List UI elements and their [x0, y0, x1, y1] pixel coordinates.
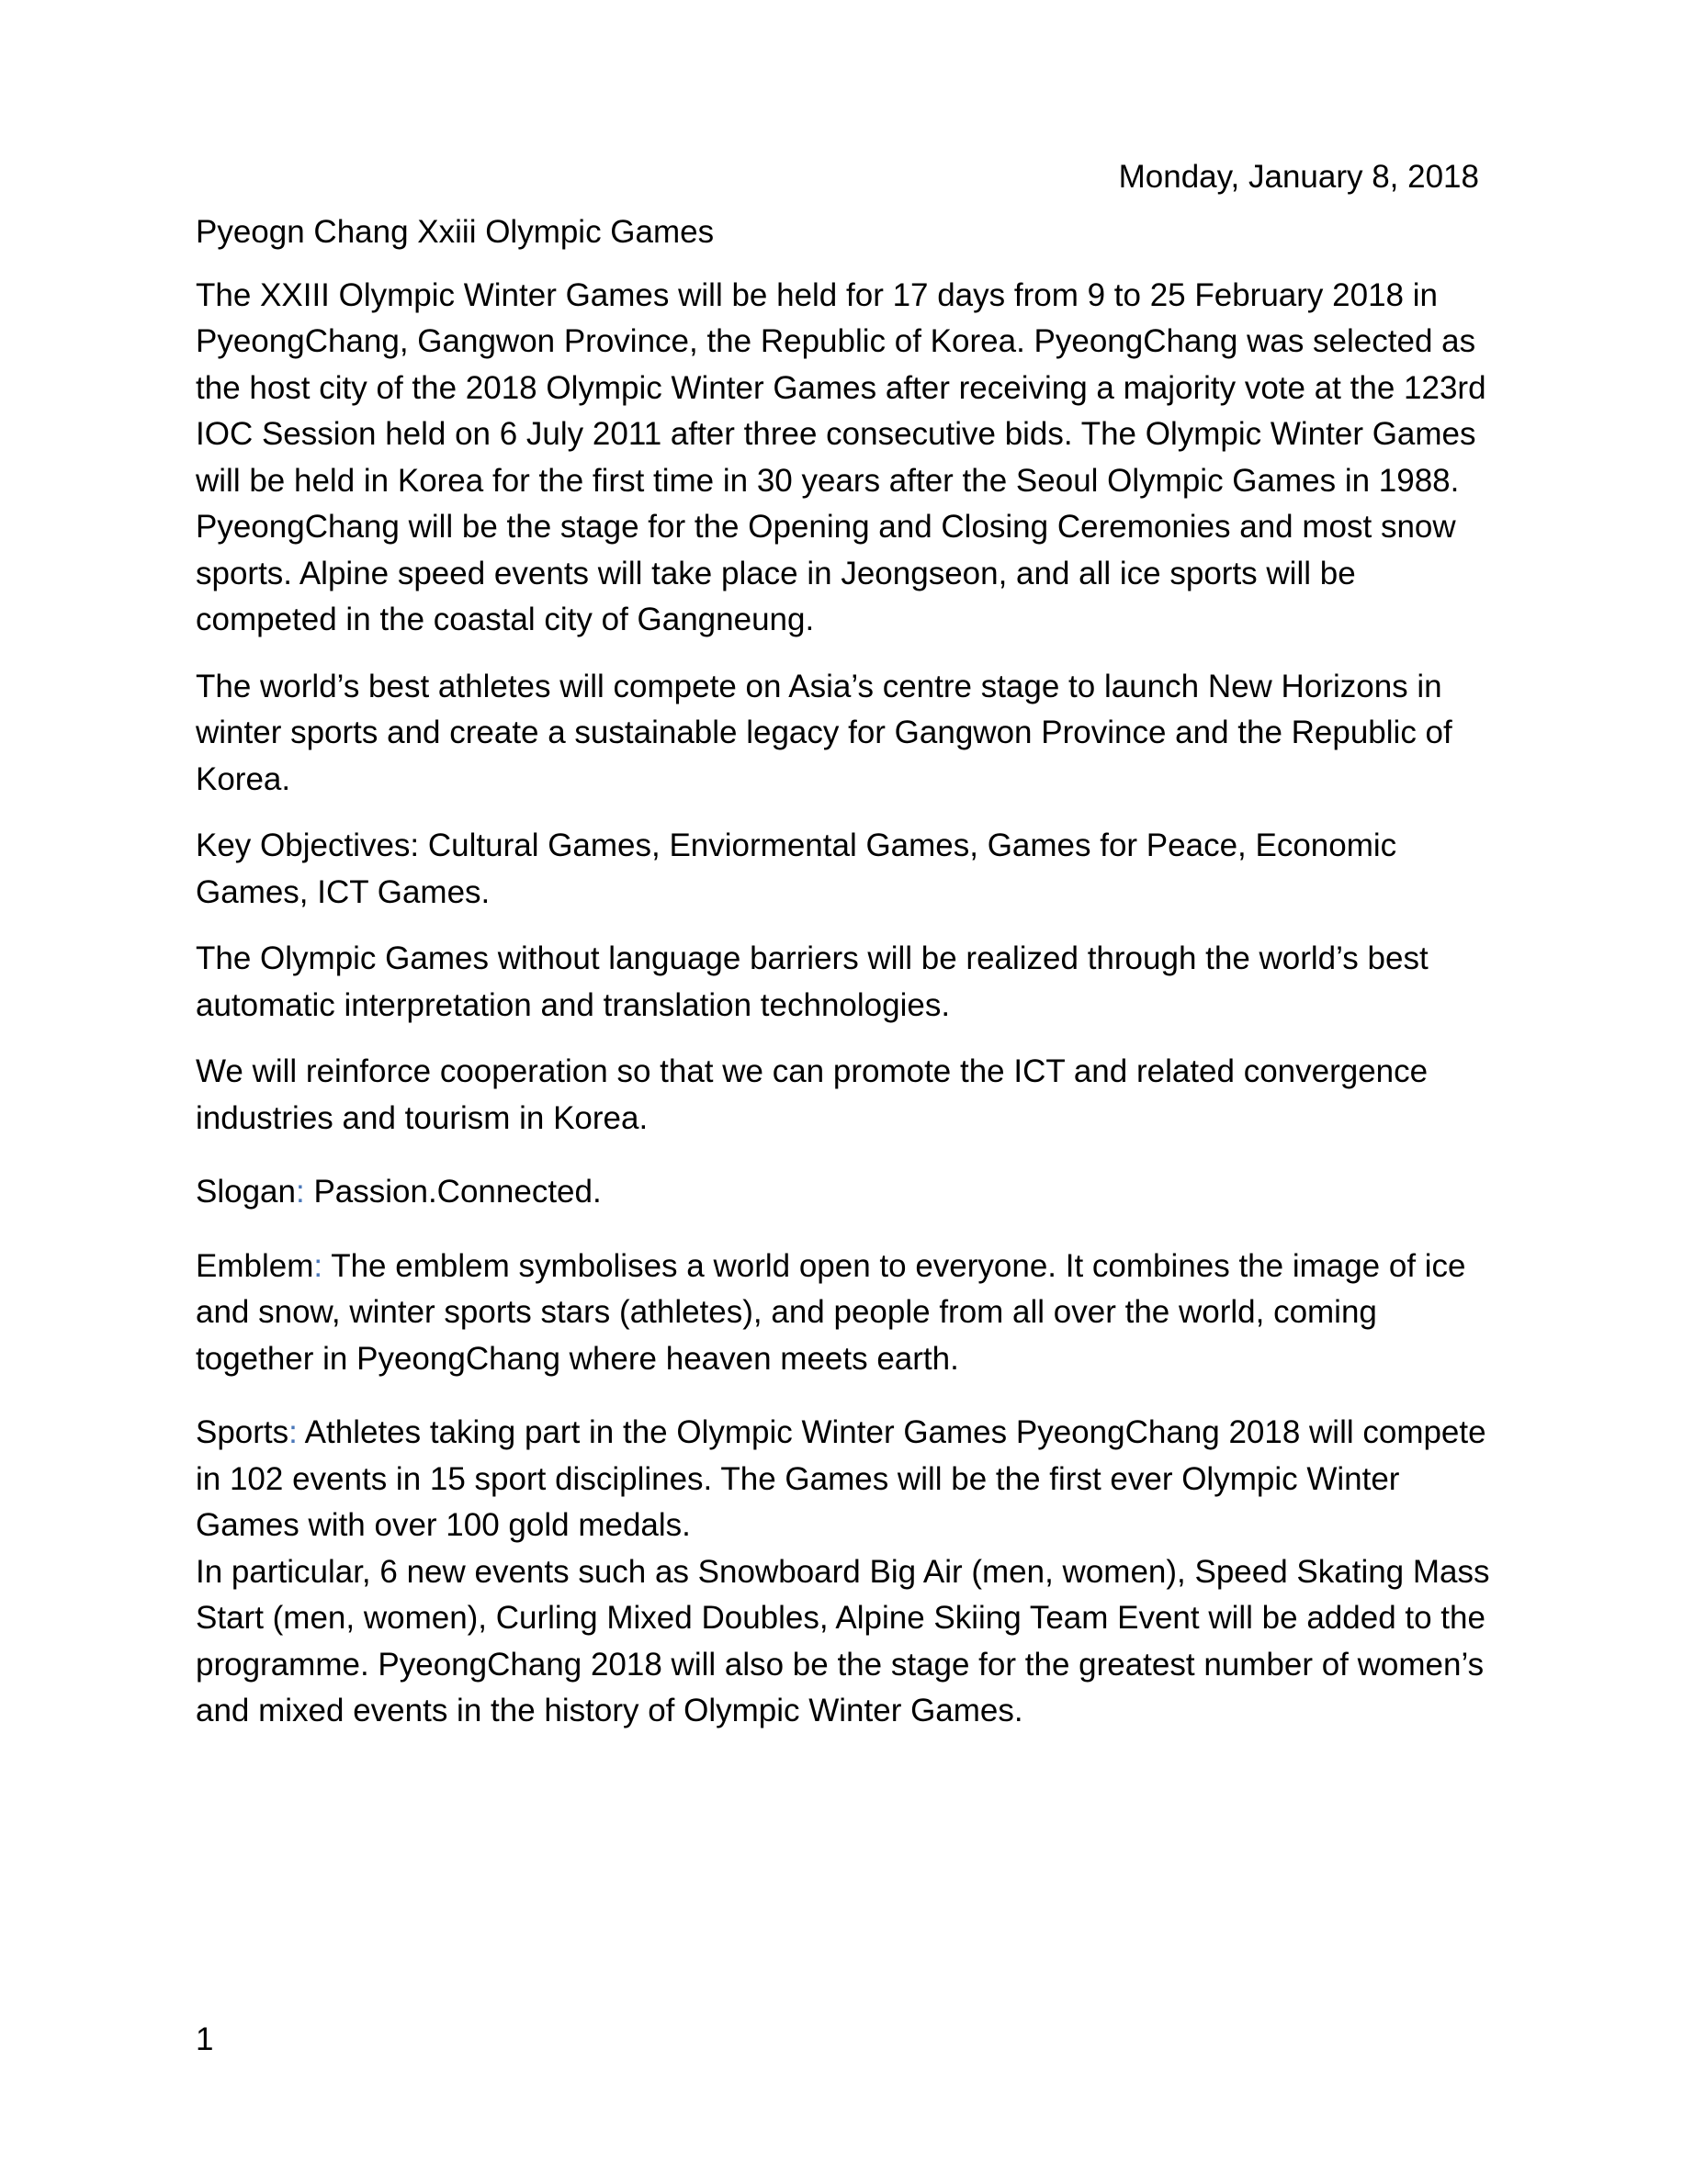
paragraph-cooperation: We will reinforce cooperation so that we can promote the ICT and related convergence industries and tourism in Korea. — [196, 1053, 1429, 1136]
paragraph-language: The Olympic Games without language barriers will be realized through the world’s best automatic interpretation and translation technologies. — [196, 940, 1429, 1023]
emblem-label: Emblem — [196, 1247, 314, 1284]
paragraph-key-objectives: Key Objectives: Cultural Games, Enviormental Games, Games for Peace, Economic Games, ICT Games. — [196, 827, 1397, 910]
paragraph-intro: The XXIII Olympic Winter Games will be held for 17 days from 9 to 25 February 2018 in PyeongChang, Gangwon Province, the Republic of Korea. PyeongChang was selected as the host city of the 2018 Olympic Winter Games after receiving a majority vote at the 123rd IOC Session held on 6 July 2011 after three consecutive bids. The Olympic Winter Games will be held in Korea for the first time in 30 years after the Seoul Olympic Games in 1988. PyeongChang will be the stage for the Opening and Closing Ceremonies and most snow sports. Alpine speed events will take place in Jeongseon, and all ice sports will be competed in the coastal city of Gangneung. — [196, 276, 1486, 637]
paragraph-athletes: The world’s best athletes will compete on Asia’s centre stage to launch New Horizons in winter sports and create a sustainable legacy for Gangwon Province and the Republic of Korea. — [196, 668, 1452, 797]
sports-label: Sports — [196, 1414, 289, 1450]
emblem-separator: : — [313, 1247, 323, 1284]
sports-text: Athletes taking part in the Olympic Winter Games PyeongChang 2018 will compete in 102 events in 15 sport disciplines. The Games will be the first ever Olympic Winter Games with over 100 gold medals. — [196, 1414, 1486, 1543]
document-body — [196, 209, 1500, 1735]
slogan-text: Passion.Connected. — [304, 1174, 602, 1210]
paragraph-new-events: In particular, 6 new events such as Snowboard Big Air (men, women), Speed Skating Mass Start (men, women), Curling Mixed Doubles, Alpine Skiing Team Event will be added to the programme. PyeongChang 2018 will also be the stage for the greatest number of women’s and mixed events in the history of Olympic Winter Games. — [196, 1553, 1490, 1728]
slogan-separator: : — [295, 1174, 305, 1210]
paragraph-emblem — [196, 1244, 1500, 1383]
document-date: Monday, January 8, 2018 — [1118, 159, 1479, 195]
slogan-label: Slogan — [196, 1174, 296, 1210]
sports-separator: : — [288, 1414, 298, 1450]
emblem-text: The emblem symbolises a world open to everyone. It combines the image of ice and snow, winter sports stars (athletes), and people from all over the world, coming together in PyeongChang where heaven meets earth. — [196, 1247, 1466, 1377]
paragraph-sports — [196, 1410, 1500, 1549]
page-number: 1 — [196, 2021, 214, 2057]
document-title: Pyeogn Chang Xxiii Olympic Games — [196, 214, 715, 250]
paragraph-slogan — [196, 1169, 1500, 1216]
